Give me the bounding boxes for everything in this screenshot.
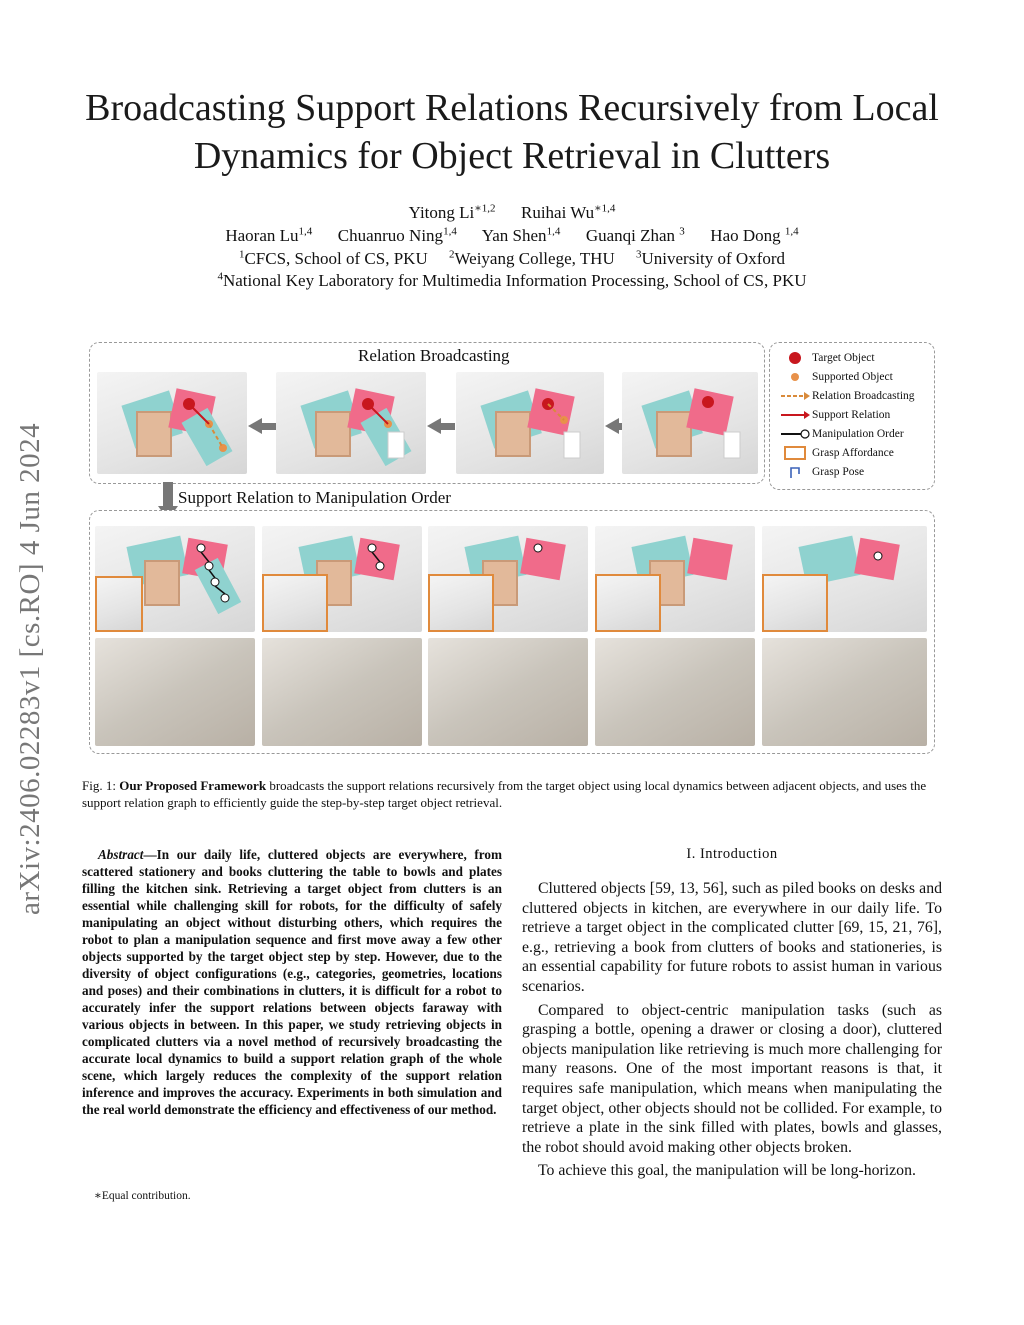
affil-sup: 3 [636,248,642,261]
figure-caption [82,777,944,811]
author-name: Haoran Lu [225,226,299,245]
author-name: Yan Shen [481,226,547,245]
left-arrow-icon [248,418,276,434]
affiliation: University of Oxford [641,249,786,268]
legend-label: Support Relation [812,408,891,421]
paper-title: Broadcasting Support Relations Recursively from Local Dynamics for Object Retrieval in Clutters [85,87,939,177]
scene-illustration [97,372,247,474]
affiliation: Weiyang College, THU [454,249,615,268]
legend-label: Manipulation Order [812,427,904,440]
grasp-affordance-box-icon [783,446,807,460]
author-sup: 1,4 [784,225,799,238]
real-robot-photo [428,638,588,746]
legend-label: Grasp Pose [812,465,865,478]
footnote: ∗Equal contribution. [94,1190,191,1202]
real-robot-photo [95,638,255,746]
affiliation: CFCS, School of CS, PKU [244,249,428,268]
grasp-affordance-inset [762,574,828,632]
legend-label: Grasp Affordance [812,446,894,459]
author-sup: 3 [679,225,685,238]
grasp-affordance-inset [428,574,494,632]
sim-scene-image [276,372,426,474]
intro-paragraph: To achieve this goal, the manipulation will be long-horizon. [538,1162,916,1180]
intro-paragraph: Compared to object-centric manipulation tasks (such as grasping a bottle, opening a drawer or closing a door), cluttered objects manipulation like retrieving is much more challenging for many reasons. One of the most important reasons is that, it requires safe manipulation, which means when manipulating the target object, other objects should not be collided. For example, to retrieve a plate in the sink filled with plates, bowls and glasses, the robot should avoid making other objects broken. [522,1001,942,1156]
real-robot-photo [595,638,755,746]
grasp-affordance-inset [595,574,661,632]
legend-label: Supported Object [812,370,893,383]
legend-item [778,443,934,462]
author-sup: ∗1,2 [474,202,496,215]
caption-text: broadcasts the support relations recursively from the target object using local dynamics between adjacent objects, and uses the support relation graph to efficiently guide the step-by-step target object retrieval. [82,778,927,810]
affil-sup: 2 [448,248,455,261]
affiliation-line-1 [60,248,964,270]
abstract-label: Abstract [98,847,144,862]
affiliation: National Key Laboratory for Multimedia Information Processing, School of CS, PKU [222,271,807,290]
arxiv-stamp: arXiv:2406.02283v1 [cs.RO] 4 Jun 2024 [14,422,46,915]
legend-item [778,348,934,367]
intro-paragraph: Cluttered objects [59, 13, 56], such as piled books on desks and cluttered objects in kitchen, are everywhere in our daily life. To retrieve a target object in the complicated clutter [69, 15, 21, 76], e.g., retrieving a book from clutters of books and stationeries, is an essential capability for future robots to assist human in various scenarios. [522,880,942,995]
author-sup: 1,4 [298,225,313,238]
legend-item [778,386,934,405]
legend-label: Target Object [812,351,875,364]
author-sup: ∗1,4 [594,202,616,215]
author-line-1 [60,202,964,224]
legend-item [778,424,934,443]
real-robot-photo [762,638,927,746]
caption-prefix: Fig. 1: [82,778,120,793]
author-name: Chuanruo Ning [337,226,444,245]
author-name: Guanqi Zhan [585,226,676,245]
abstract-text: —In our daily life, cluttered objects are everywhere, from scattered stationery and books cluttering the table to bowls and plates filling the kitchen sink. Retrieving a target object from clutters is an essential while challenging skill for robots, for the difficulty of safely manipulating an object without disturbing others, which requires the robot to plan a manipulation sequence and first move away a few other objects supported by the target object step by step. However, due to the diversity of object configurations (e.g., categories, geometries, locations and poses) and their combinations in clutters, it is difficult for a robot to accurately infer the support relations between objects faraway with various objects in between. In this paper, we study retrieving objects in complicated clutters via a novel method of recursively broadcasting the accurate local dynamics to build a support relation graph of the whole scene, which largely reduces the complexity of the support relation inference and improves the accuracy. Experiments in both simulation and the real world demonstrate the efficiency and effectiveness of our method. [82,847,502,1117]
scene-illustration [622,372,758,474]
author-name: Hao Dong [710,226,781,245]
sim-scene-image [622,372,758,474]
author-sup: 1,4 [546,225,561,238]
affil-sup: 4 [217,270,223,283]
author-name: Yitong Li [408,203,475,222]
support-relation-arrow-icon [780,410,810,420]
legend-label: Relation Broadcasting [812,389,915,402]
affil-sup: 1 [238,248,245,261]
relation-broadcasting-arrow-icon [780,391,810,401]
caption-bold: Our Proposed Framework [119,778,267,793]
legend-item [778,462,934,481]
real-robot-photo [262,638,422,746]
panel-label-relation-broadcasting: Relation Broadcasting [358,346,510,365]
left-arrow-icon [427,418,455,434]
grasp-affordance-inset [95,576,143,632]
supported-object-dot-icon [789,371,801,383]
manipulation-order-arrow-icon [780,428,810,440]
abstract [82,846,502,1118]
sim-scene-image [97,372,247,474]
author-sup: 1,4 [443,225,457,238]
intro-body [522,879,942,1185]
legend-item [778,405,934,424]
down-arrow-icon [163,482,173,508]
author-name: Ruihai Wu [521,203,595,222]
legend [778,348,934,481]
sim-scene-image [456,372,604,474]
target-object-dot-icon [787,350,803,366]
grasp-pose-icon [788,465,802,479]
panel-label-manipulation-order: Support Relation to Manipulation Order [178,488,451,507]
scene-illustration [456,372,604,474]
scene-illustration [276,372,426,474]
legend-item [778,367,934,386]
grasp-affordance-inset [262,574,328,632]
section-heading: I. Introduction [686,846,778,862]
affiliation-line-2 [60,270,964,292]
author-line-2 [60,225,964,247]
